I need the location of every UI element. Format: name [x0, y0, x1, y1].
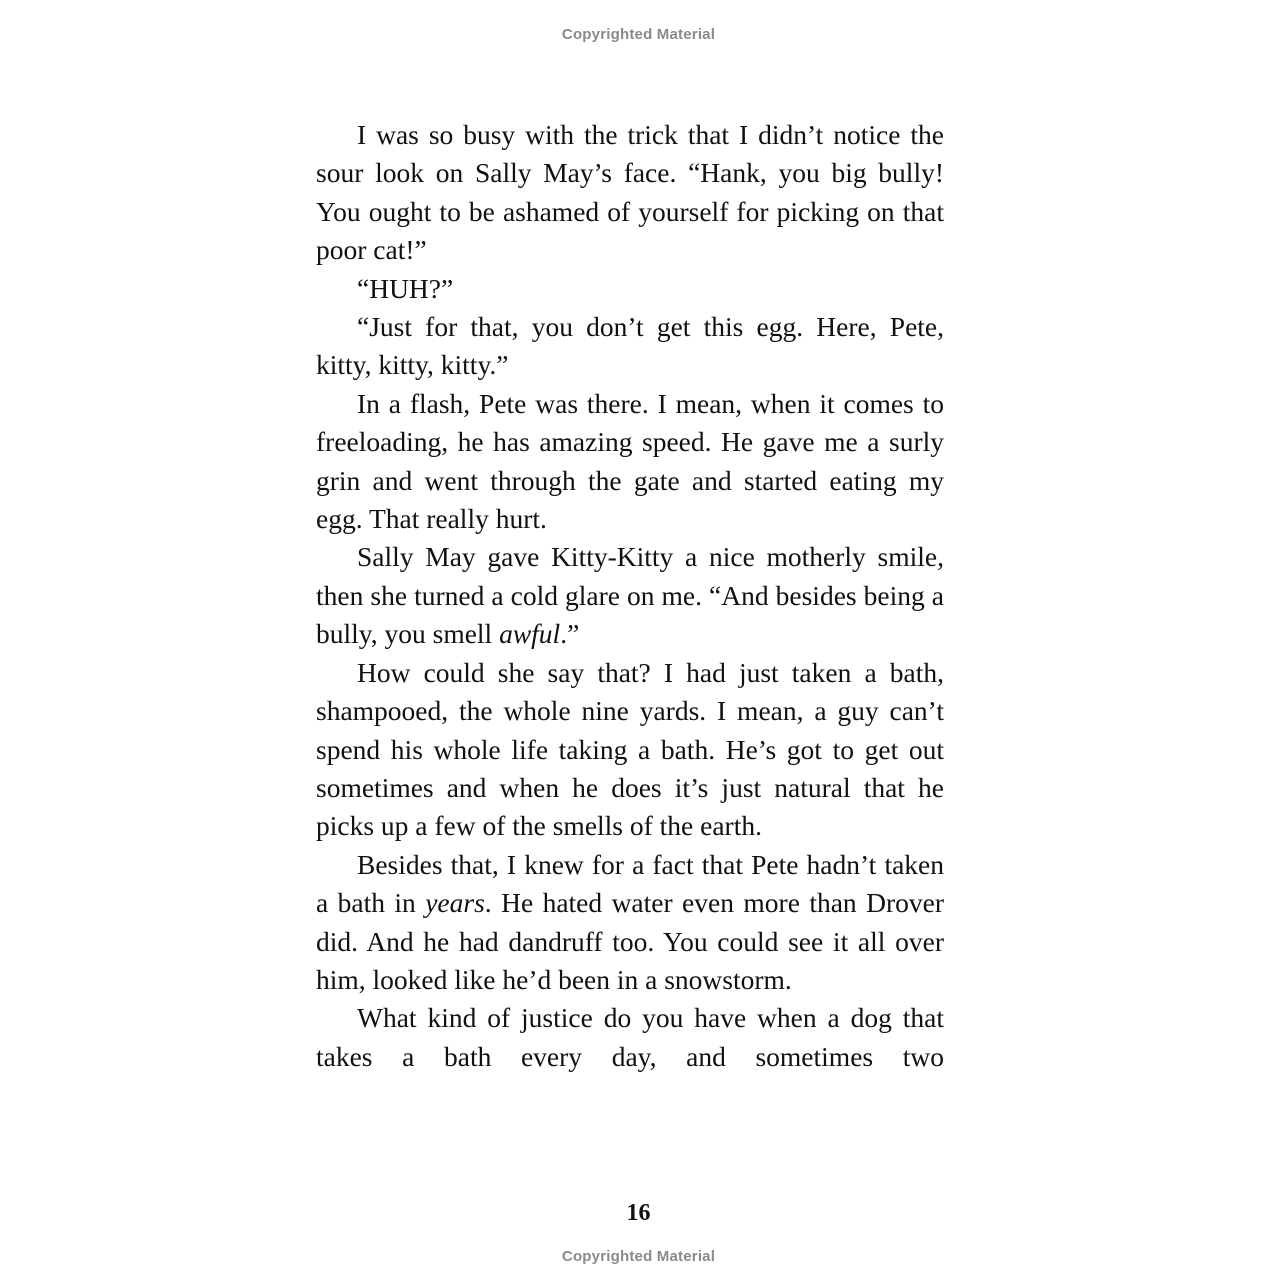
paragraph-4: In a flash, Pete was there. I mean, when it comes to freeloading, he has amazing speed. He gave me a surly grin and went through the gate and started eating my egg. That really hurt. — [316, 387, 944, 535]
emphasis-years: years — [425, 887, 485, 919]
paragraph-1: I was so busy with the trick that I didn’t notice the sour look on Sally May’s face. “Hank, you big bully! You ought to be ashamed of yourself for picking on that poor cat!” — [316, 119, 944, 266]
emphasis-awful: awful — [499, 618, 561, 650]
paragraph-2: “HUH?” — [357, 272, 454, 304]
paragraph-8: What kind of justice do you have when a dog that takes a bath every day, and sometimes two — [316, 1002, 944, 1072]
copyright-header: Copyrighted Material — [561, 26, 716, 43]
copyright-footer: Copyrighted Material — [561, 1248, 716, 1265]
paragraph-7: Besides that, I knew for a fact that Pete hadn’t taken a bath in years. He hated water even more than Drover did. And he had dandruff too. You could see it all over him, looked like he’d been in a snowstorm. — [316, 848, 944, 995]
paragraph-3: “Just for that, you don’t get this egg. Here, Pete, kitty, kitty, kitty.” — [316, 311, 944, 381]
paragraph-5: Sally May gave Kitty-Kitty a nice motherly smile, then she turned a cold glare on me. “And besides being a bully, you smell awful.” — [316, 541, 944, 650]
page-number: 16 — [626, 1200, 651, 1226]
paragraph-6: How could she say that? I had just taken a bath, shampooed, the whole nine yards. I mean, a guy can’t spend his whole life taking a bath. He’s got to get out sometimes and when he does it’s just natural that he picks up a few of the smells of the earth. — [316, 656, 944, 842]
page-body — [316, 116, 944, 1076]
